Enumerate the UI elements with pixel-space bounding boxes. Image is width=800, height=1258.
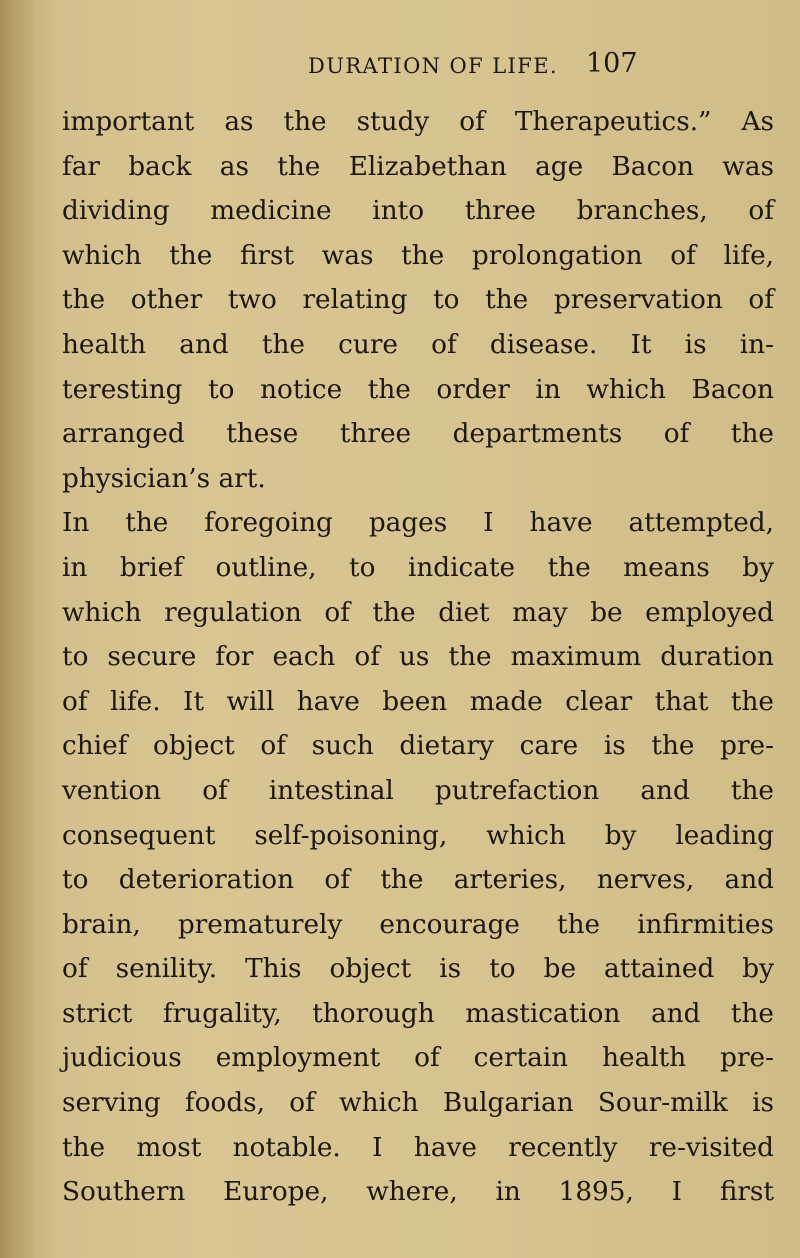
body-text bbox=[62, 100, 774, 1215]
text-line: vention of intestinal putrefaction and the bbox=[62, 775, 774, 806]
text-line: physician’s art. bbox=[62, 463, 266, 494]
text-line: brain, prematurely encourage the infirmities bbox=[62, 909, 774, 940]
page-number: 107 bbox=[586, 48, 638, 79]
text-line: of senility. This object is to be attained by bbox=[62, 954, 774, 985]
text-line: in brief outline, to indicate the means by bbox=[62, 552, 774, 583]
text-line: chief object of such dietary care is the pre- bbox=[62, 731, 774, 762]
text-line: which regulation of the diet may be employed bbox=[62, 597, 774, 628]
text-line: important as the study of Therapeutics.” As bbox=[62, 107, 774, 137]
text-line: Southern Europe, where, in 1895, I first bbox=[62, 1177, 774, 1208]
running-head bbox=[308, 48, 768, 88]
text-line: which the first was the prolongation of life, bbox=[62, 240, 774, 271]
text-line: teresting to notice the order in which Bacon bbox=[62, 374, 774, 405]
text-line: far back as the Elizabethan age Bacon was bbox=[62, 151, 774, 182]
text-line: the other two relating to the preservation of bbox=[62, 285, 774, 316]
text-line: to deterioration of the arteries, nerves, and bbox=[62, 865, 774, 896]
text-line: consequent self-poisoning, which by leading bbox=[62, 820, 774, 851]
text-line: of life. It will have been made clear that the bbox=[62, 686, 774, 717]
text-line: judicious employment of certain health pre- bbox=[62, 1043, 774, 1074]
text-line: serving foods, of which Bulgarian Sour-milk is bbox=[62, 1088, 774, 1119]
text-line: In the foregoing pages I have attempted, bbox=[62, 508, 774, 539]
text-line: health and the cure of disease. It is in- bbox=[62, 329, 774, 360]
running-head-title: DURATION OF LIFE. bbox=[308, 54, 559, 78]
text-line: arranged these three departments of the bbox=[62, 419, 774, 450]
text-line: to secure for each of us the maximum duration bbox=[62, 642, 774, 673]
text-line: the most notable. I have recently re-visited bbox=[62, 1132, 774, 1163]
text-line: dividing medicine into three branches, of bbox=[62, 196, 774, 227]
text-line: strict frugality, thorough mastication and the bbox=[62, 998, 774, 1029]
